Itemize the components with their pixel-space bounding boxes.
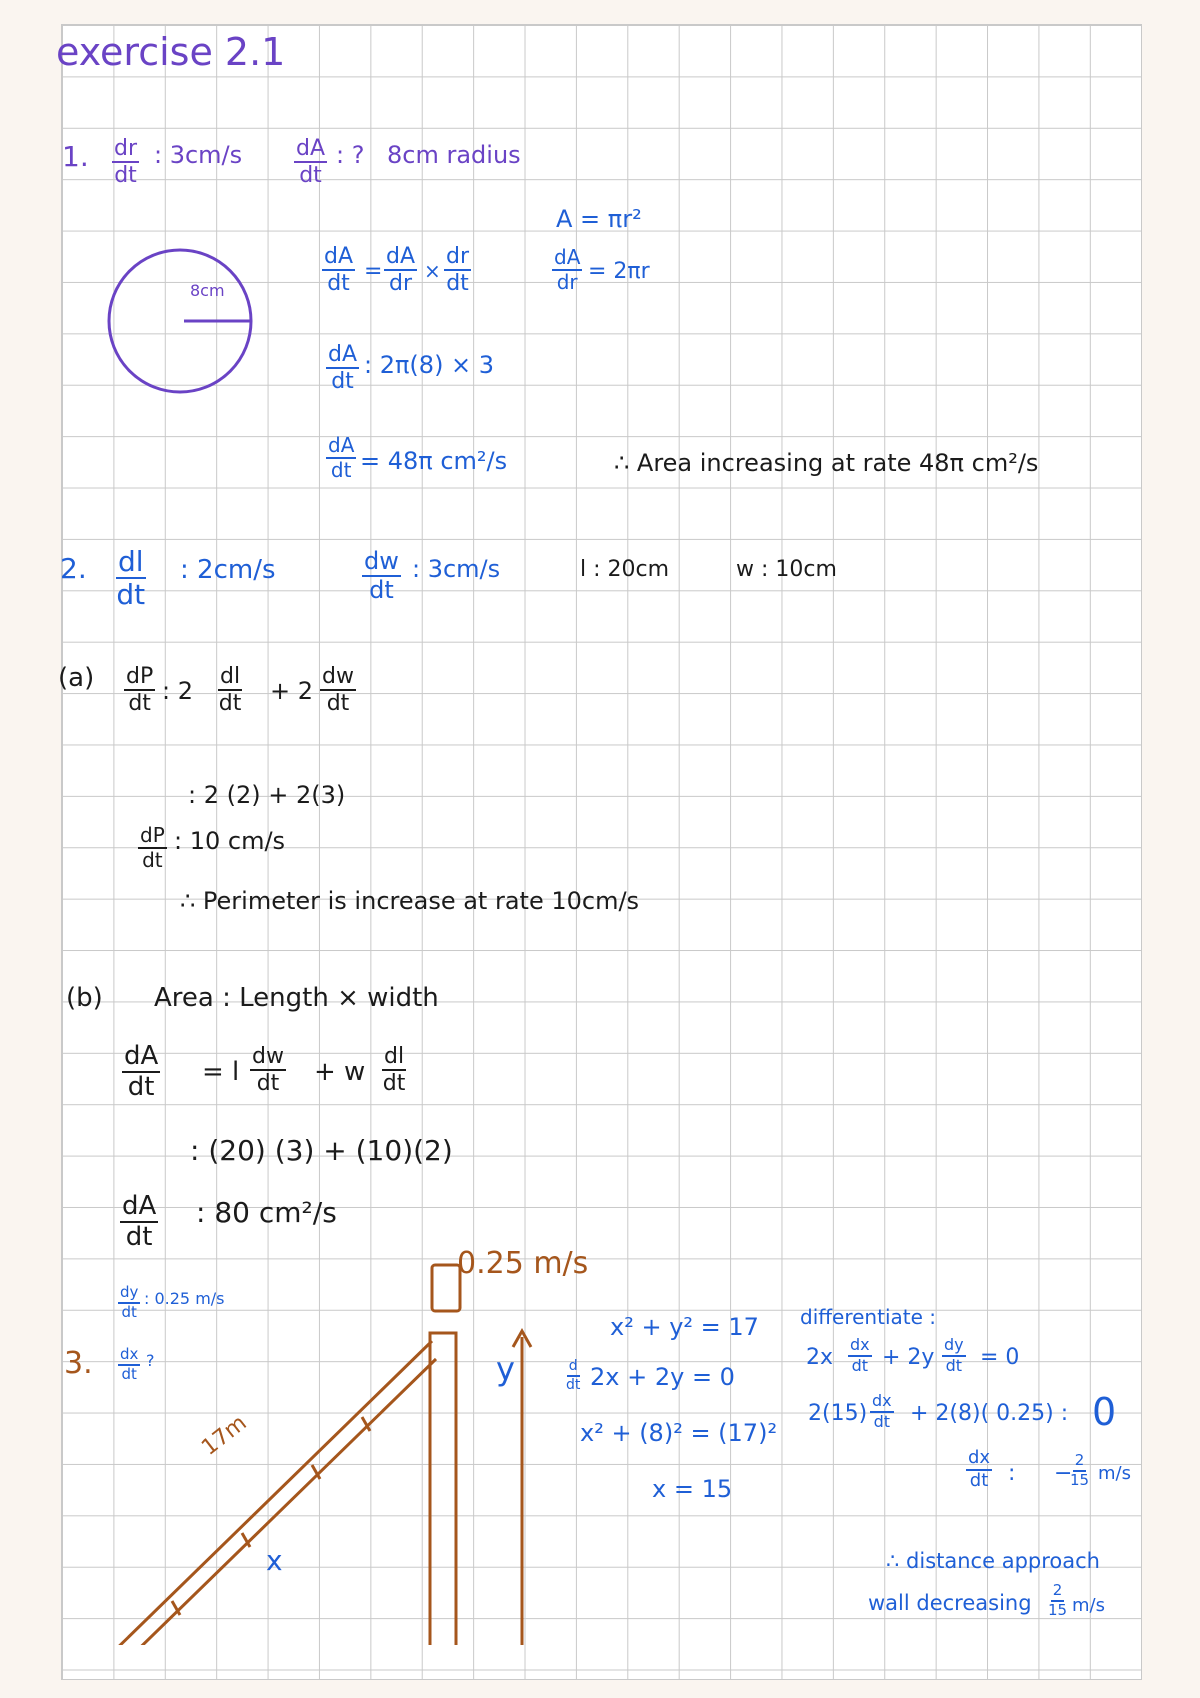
q2-part-a-label: (a) — [58, 663, 95, 693]
q3-speed-label: 0.25 m/s — [457, 1246, 589, 1281]
q3-ladder-rail-top — [106, 1341, 432, 1645]
q3-eq4: x = 15 — [652, 1475, 733, 1503]
q3-d2-b: + 2(8)( 0.25) : — [910, 1401, 1069, 1426]
q3-d3-sign: − — [1054, 1461, 1073, 1486]
q3-conclusion-unit: m/s — [1072, 1595, 1105, 1616]
q3-d1-a: 2x — [806, 1345, 834, 1370]
q3-number: 3. — [64, 1346, 93, 1381]
q1-result: $\frac{dA}{dt}$ — [328, 433, 355, 482]
q2-length: l : 20cm — [580, 557, 670, 582]
q1-dA-value: : ? — [336, 141, 365, 169]
q3-conclusion-2: wall decreasing — [868, 1591, 1032, 1615]
q2-width: w : 10cm — [736, 557, 837, 582]
q1-sub-value: : 2π(8) × 3 — [364, 351, 495, 379]
q3-eq2: 2x + 2y = 0 — [590, 1363, 735, 1391]
q3-d3-unit: m/s — [1098, 1463, 1131, 1484]
q1-result-value: = 48π cm²/s — [360, 447, 508, 475]
q3-d3-colon: : — [1008, 1461, 1016, 1486]
q3-dy-dt: $\frac{dy}{dt}$ — [120, 1283, 139, 1321]
q3-d2-dx-dt: $\frac{dx}{dt}$ — [872, 1391, 892, 1431]
q1-dA-dr: $\frac{dA}{dr}$ — [554, 245, 581, 294]
q3-d1-c: = 0 — [980, 1345, 1020, 1370]
q2-dw-value: : 3cm/s — [412, 555, 501, 583]
q2a-dP-dt: $\frac{dP}{dt}$ — [126, 664, 154, 717]
q2-dl-value: : 2cm/s — [180, 555, 276, 585]
q2b-dA-dt-2: $\frac{dA}{dt}$ — [122, 1191, 157, 1253]
q2-dw-dt: $\frac{dw}{dt}$ — [364, 547, 399, 605]
q2-part-b-label: (b) — [66, 983, 103, 1013]
q3-dy-value: : 0.25 m/s — [144, 1289, 225, 1308]
q3-ladder-diagram — [92, 1225, 572, 1645]
q1-radius-note: 8cm radius — [387, 141, 521, 169]
q1-conclusion: ∴ Area increasing at rate 48π cm²/s — [614, 449, 1039, 477]
q3-eq3: x² + (8)² = (17)² — [580, 1419, 778, 1447]
q3-conclusion-fraction: $\frac{2}{15}$ — [1048, 1581, 1068, 1619]
q2a-conclusion: ∴ Perimeter is increase at rate 10cm/s — [180, 887, 640, 915]
q3-conclusion-1: ∴ distance approach — [886, 1549, 1100, 1573]
q1-chain-a: $\frac{dA}{dr}$ — [386, 244, 416, 297]
q1-dr-value: : 3cm/s — [154, 141, 243, 169]
q1-number: 1. — [62, 140, 89, 173]
q2-dl-dt: $\frac{dl}{dt}$ — [116, 545, 146, 612]
q3-d2-a: 2(15) — [808, 1401, 868, 1426]
q2b-dl-dt: $\frac{dl}{dt}$ — [382, 1044, 406, 1097]
q2a-line3: : 10 cm/s — [174, 827, 286, 855]
q1-area-formula: A = πr² — [556, 205, 642, 233]
q3-y-label: y — [496, 1350, 515, 1388]
q1-chain-b: $\frac{dr}{dt}$ — [446, 244, 470, 297]
q1-sub: $\frac{dA}{dt}$ — [328, 342, 358, 395]
q3-dx-dt: $\frac{dx}{dt}$ — [120, 1345, 139, 1383]
q1-chain-times: × — [424, 259, 441, 283]
grid-paper-page — [56, 24, 1142, 1680]
q3-d2-c: 0 — [1092, 1390, 1117, 1434]
q1-chain-eq: = — [364, 259, 383, 284]
q1-dA-dr-value: = 2πr — [588, 259, 650, 284]
q1-chain-lhs: $\frac{dA}{dt}$ — [324, 244, 354, 297]
q2b-line3: : (20) (3) + (10)(2) — [190, 1134, 453, 1167]
q1-circle-diagram — [92, 235, 292, 415]
q3-eq2-d: $\frac{d}{dt}$ — [566, 1358, 581, 1393]
page-title: exercise 2.1 — [56, 30, 286, 74]
q3-wall — [430, 1333, 456, 1645]
q2-number: 2. — [60, 552, 87, 585]
q3-d1-dy-dt: $\frac{dy}{dt}$ — [944, 1335, 964, 1375]
q2b-dw-dt: $\frac{dw}{dt}$ — [252, 1044, 284, 1097]
q3-ladder-length: 17m — [197, 1410, 252, 1461]
q1-circle-label: 8cm — [190, 281, 225, 300]
q3-eq1: x² + y² = 17 — [610, 1313, 759, 1341]
q2a-plus: + 2 — [270, 677, 314, 705]
q3-x-label: x — [266, 1544, 283, 1577]
q2a-dl-dt: $\frac{dl}{dt}$ — [218, 664, 242, 717]
q1-dA-dt: $\frac{dA}{dt}$ — [296, 136, 326, 189]
q3-diff-title: differentiate : — [800, 1305, 936, 1329]
q3-d1-b: + 2y — [882, 1345, 935, 1370]
q2b-plus: + w — [314, 1057, 366, 1087]
q3-d1-dx-dt: $\frac{dx}{dt}$ — [850, 1335, 870, 1375]
q2a-dw-dt: $\frac{dw}{dt}$ — [322, 664, 354, 717]
q3-dx-value: ? — [146, 1351, 155, 1370]
q2a-dP-dt-2: $\frac{dP}{dt}$ — [140, 823, 165, 872]
q3-d3-fraction: $\frac{2}{15}$ — [1070, 1451, 1090, 1489]
q2a-line2: : 2 (2) + 2(3) — [188, 781, 346, 809]
q2b-eq: = l — [202, 1057, 240, 1087]
q2a-mid: : 2 — [162, 677, 193, 705]
q3-d3-dx-dt: $\frac{dx}{dt}$ — [968, 1447, 991, 1491]
q2b-line4: : 80 cm²/s — [196, 1196, 337, 1229]
q3-box — [432, 1265, 460, 1311]
q2b-dA-dt: $\frac{dA}{dt}$ — [124, 1041, 159, 1103]
q2b-line1: Area : Length × width — [154, 983, 439, 1013]
q1-dr-dt: $\frac{dr}{dt}$ — [114, 136, 138, 189]
